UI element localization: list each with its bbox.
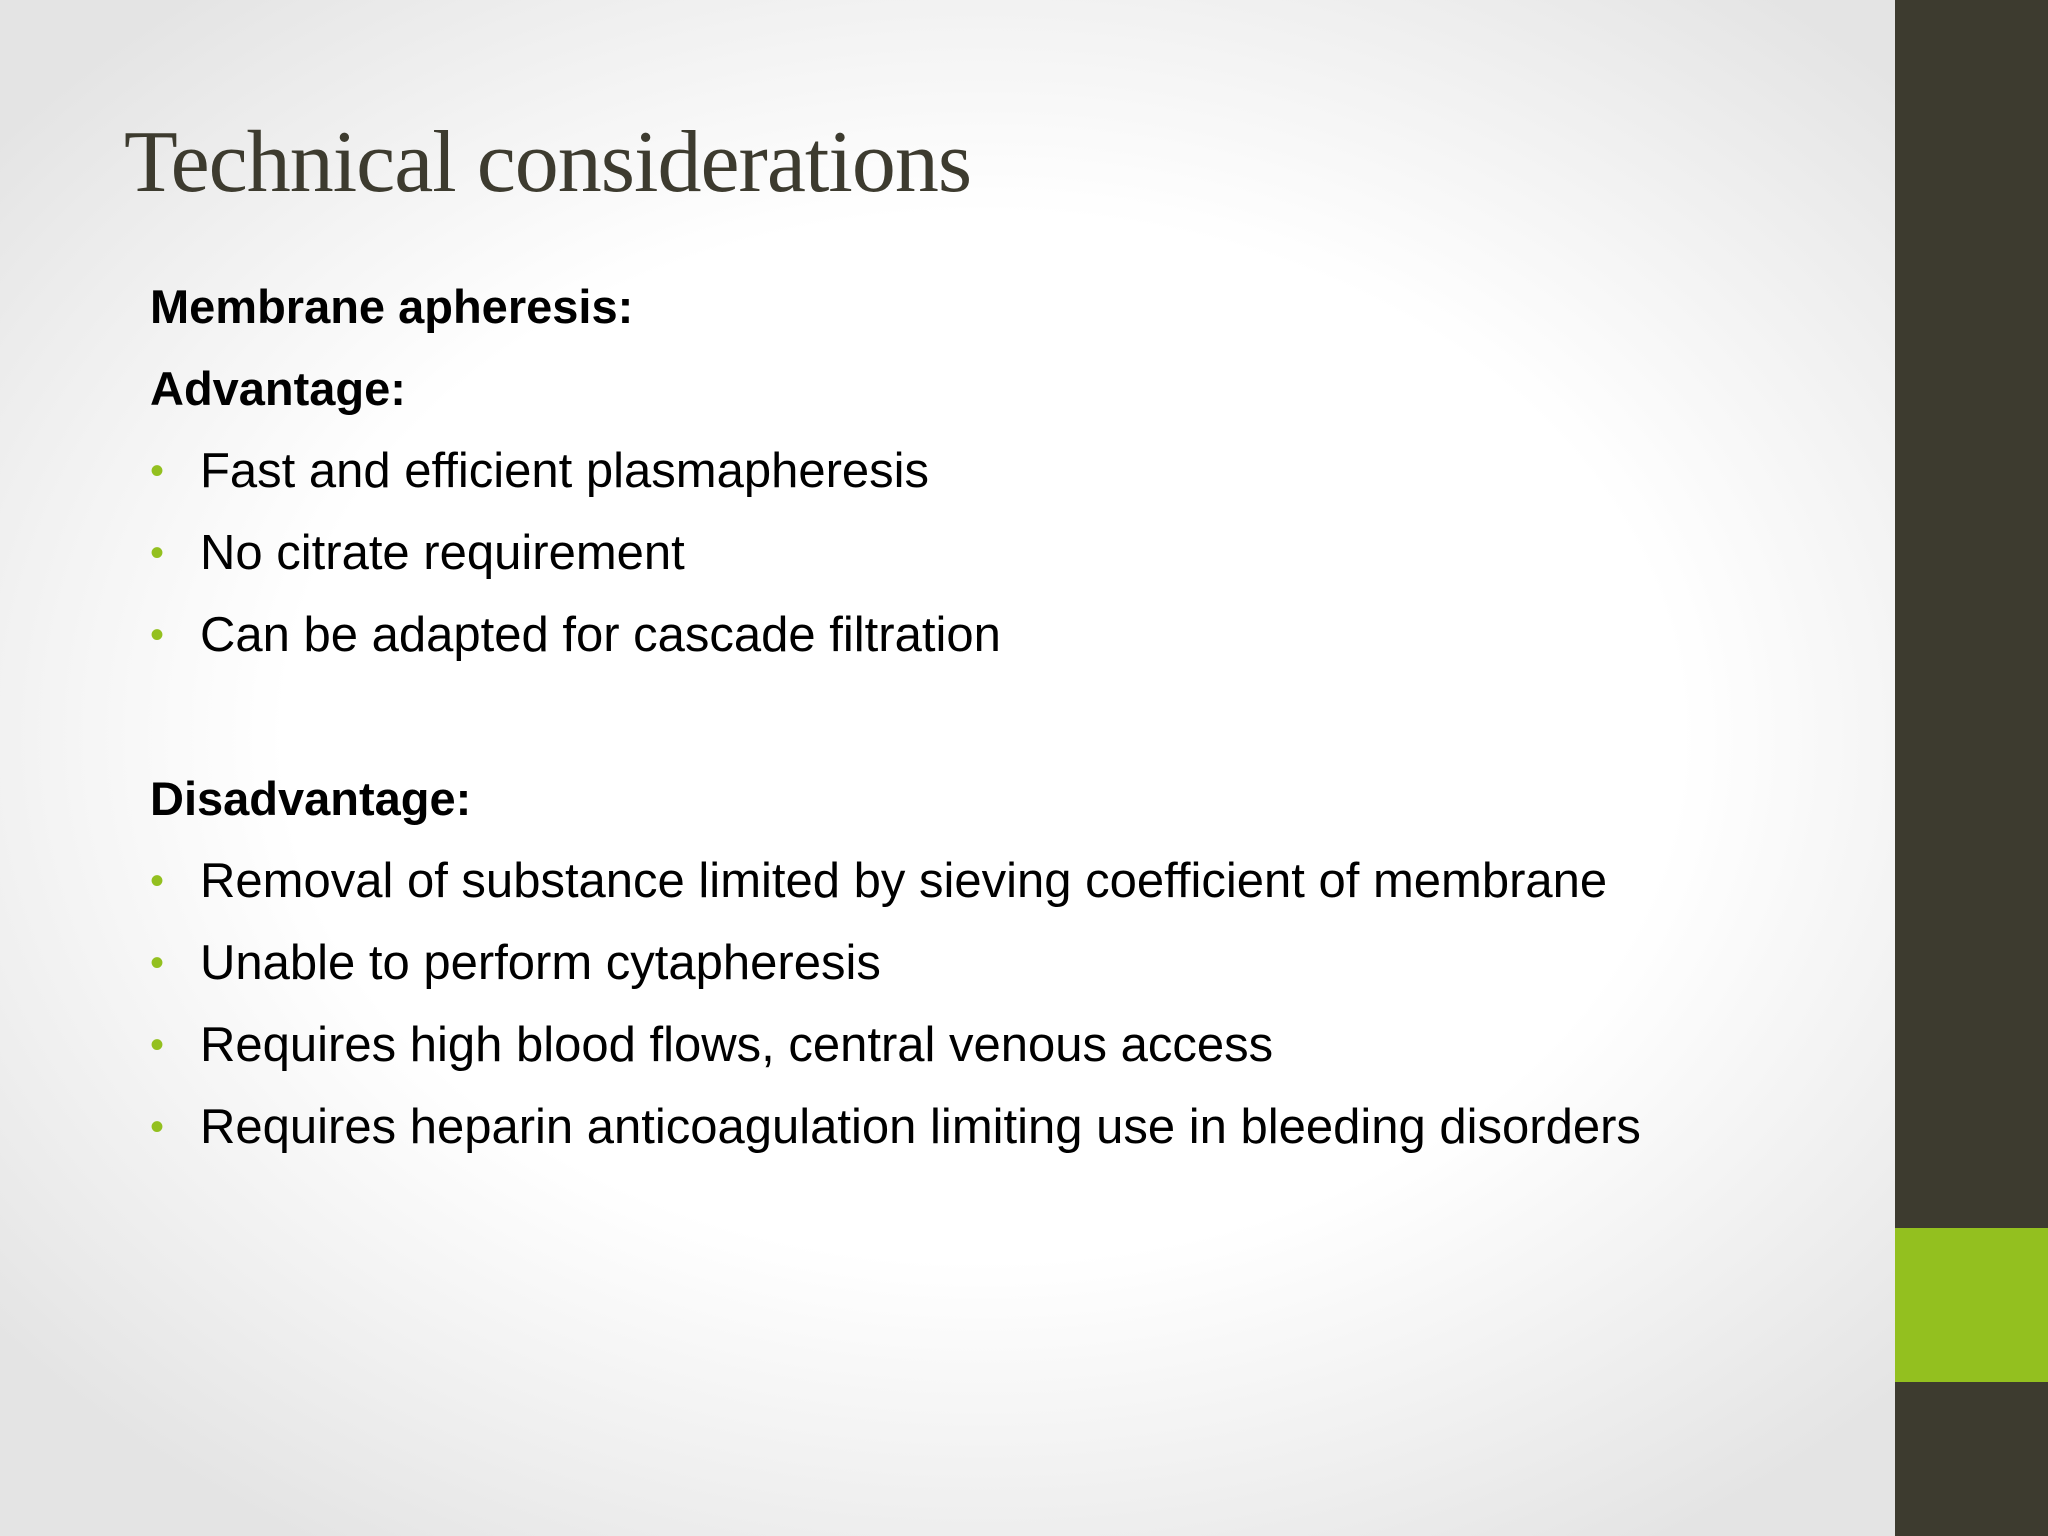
disadvantage-item-text: Removal of substance limited by sieving coefficient of membrane [200, 854, 1608, 908]
section-heading-membrane-apheresis: Membrane apheresis: [150, 280, 634, 333]
advantage-item-text: Can be adapted for cascade filtration [200, 608, 1001, 662]
advantage-item [150, 594, 1850, 676]
disadvantage-item [150, 922, 1850, 1004]
bullet-icon: • [150, 1023, 165, 1067]
disadvantage-item-text: Requires heparin anticoagulation limiting use in bleeding disorders [200, 1100, 1641, 1154]
advantage-item [150, 512, 1850, 594]
slide-body [150, 266, 1850, 1168]
bullet-icon: • [150, 859, 165, 903]
bullet-icon: • [150, 531, 165, 575]
disadvantage-heading: Disadvantage: [150, 772, 472, 825]
advantage-list [150, 430, 1850, 676]
sidebar-accent-block [1895, 1228, 2048, 1382]
disadvantage-item [150, 1086, 1850, 1168]
advantage-item-text: Fast and efficient plasmapheresis [200, 444, 930, 498]
disadvantage-item-text: Unable to perform cytapheresis [200, 936, 881, 990]
slide-title: Technical considerations [124, 114, 972, 211]
bullet-icon: • [150, 449, 165, 493]
advantage-item [150, 430, 1850, 512]
disadvantage-item [150, 1004, 1850, 1086]
spacer [150, 676, 1850, 758]
advantage-item-text: No citrate requirement [200, 526, 685, 580]
disadvantage-item-text: Requires high blood flows, central venous access [200, 1018, 1274, 1072]
bullet-icon: • [150, 613, 165, 657]
advantage-heading: Advantage: [150, 362, 406, 415]
bullet-icon: • [150, 1105, 165, 1149]
disadvantage-list [150, 840, 1850, 1168]
bullet-icon: • [150, 941, 165, 985]
disadvantage-item [150, 840, 1850, 922]
